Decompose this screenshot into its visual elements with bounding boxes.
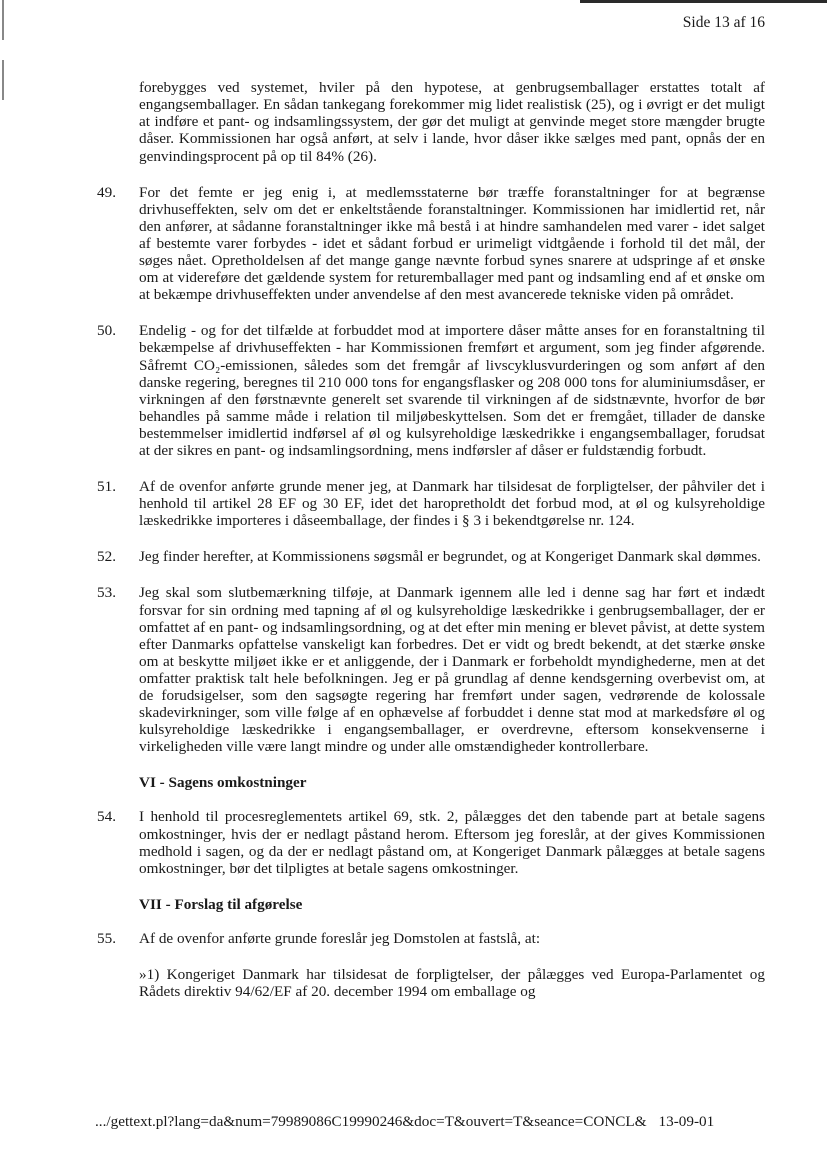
paragraph-text: Jeg finder herefter, at Kommissionens søgsmål er begrundet, og at Kongeriget Danmark skal dømmes. — [139, 548, 761, 566]
scan-margin-mark — [2, 60, 4, 100]
paragraph-text: For det femte er jeg enig i, at medlemsstaterne bør træffe foranstaltninger for at begrænse drivhuseffekten, selv om det er enkeltstående foranstaltninger. Kommissionen har imidlertid ret, når den anfører, at sådanne foranstaltninger ikke må bestå i at hindre samhandelen med varer - idet salget af bestemte varer forbydes - idet et sådant forbud er urimeligt vidtgående i forhold til det mål, der søges nået. Opretholdelsen af det mange gange nævnte forbud synes snarere at udspringe af et ønske om at videreføre det gældende system for returemballager med pant og indsamling end af et ønske om at bekæmpe drivhuseffekten under anvendelse af den mest avancerede tekniske viden på området. — [139, 183, 765, 304]
paragraph-number: 49. — [97, 183, 116, 201]
scan-margin-mark — [2, 0, 4, 40]
paragraph-54 — [97, 808, 765, 876]
paragraph-49 — [97, 184, 765, 304]
paragraph-text: Endelig - og for det tilfælde at forbuddet mod at importere dåser måtte anses for en foranstaltning til bekæmpelse af drivhuseffekten - har Kommissionen fremført et argument, som jeg finder afgørende. Såfremt CO₂-emissionen, således som det fremgår af livscyklusvurderingen og som anført af den danske regering, beregnes til 210 000 tons for engangsflasker og 208 000 tons for aluminiumsdåser, er virkningen af den førstnævnte generelt set svarende til virkningen af de sidstnævnte, hvorfor de bør behandles på samme måde i relation til miljøbeskyttelsen. Som det er fremgået, tillader de danske bestemmelser imidlertid indførsel af øl og kulsyreholdige læskedrikke i engangsemballager, forudsat at der sikres en pant- og indsamlingsordning, mens indførsler af dåser er fuldstændig forbudt. — [139, 322, 765, 459]
page-number: Side 13 af 16 — [682, 14, 765, 31]
section-heading: VI - Sagens omkostninger — [139, 774, 307, 792]
paragraph-number: 50. — [97, 322, 116, 340]
paragraph-number: 53. — [97, 584, 116, 602]
quoted-proposal: »1) Kongeriget Danmark har tilsidesat de forpligtelser, der pålægges ved Europa-Parlamentet og Rådets direktiv 94/62/EF af 20. december 1994 om emballage og — [139, 966, 765, 1001]
paragraph-number: 51. — [97, 478, 116, 496]
paragraph-50 — [97, 322, 765, 459]
paragraph-53 — [97, 584, 765, 755]
paragraph-number: 55. — [97, 929, 116, 947]
paragraph-text: Jeg skal som slutbemærkning tilføje, at Danmark igennem alle led i denne sag har ført et indædt forsvar for sin ordning med tapning af øl og kulsyreholdige læskedrikke i genbrugsemballager, der er omfattet af en pant- og indsamlingsordning, og at det efter min mening er blevet påvist, at dette system efter Danmarks opfattelse vanskeligt kan forbedres. Det er vidt og bredt bekendt, at det stærke ønske om at beskytte miljøet ikke er et anliggende, der i Danmark er forbeholdt myndighederne, men at det omfatter praktisk talt hele befolkningen. Jeg er på grundlag af denne kendsgerning overbevist om, at de forudsigelser, som den sagsøgte regering har fremført under sagen, vedrørende de kolossale skadevirkninger, som ville følge af en ophævelse af forbuddet i denne stat mod at markedsføre øl og kulsyreholdige læskedrikke i engangsemballager, er overdrevne, eftersom konsekvenserne i virkeligheden ville være langt mindre og under alle omstændigheder kontrollerbare. — [139, 584, 765, 756]
paragraph-text: Af de ovenfor anførte grunde mener jeg, at Danmark har tilsidesat de forpligtelser, der påhviler det i henhold til artikel 28 EF og 30 EF, idet det haropretholdt det forbud mod, at øl og kulsyreholdige læskedrikke importeres i dåseemballage, der findes i § 3 i bekendtgørelse nr. 124. — [139, 478, 765, 530]
scan-top-border — [580, 0, 827, 3]
footer-url: .../gettext.pl?lang=da&num=79989086C19990246&doc=T&ouvert=T&seance=CONCL& — [95, 1113, 647, 1130]
paragraph-51 — [97, 478, 765, 529]
paragraph-number: 54. — [97, 808, 116, 826]
document-body — [97, 64, 765, 1019]
page-footer — [95, 1113, 714, 1131]
paragraph-55 — [97, 930, 765, 947]
paragraph-52 — [97, 548, 765, 565]
footer-date: 13-09-01 — [658, 1113, 715, 1130]
section-heading: VII - Forslag til afgørelse — [139, 895, 303, 913]
paragraph-number: 52. — [97, 548, 116, 566]
paragraph-text: I henhold til procesreglementets artikel 69, stk. 2, pålægges det den tabende part at betale sagens omkostninger, hvis der er nedlagt påstand herom. Eftersom jeg foreslår, at der gives Kommissionen medhold i sagen, og da der er nedlagt påstand om, at Kongeriget Danmark pålægges at betale sagens omkostninger, bør det tilpligtes at betale sagens omkostninger. — [139, 808, 765, 877]
paragraph-text: Af de ovenfor anførte grunde foreslår jeg Domstolen at fastslå, at: — [139, 929, 541, 947]
continued-paragraph: forebygges ved systemet, hviler på den hypotese, at genbrugsemballager erstattes totalt af engangsemballager. En sådan tankegang forekommer mig lidet realistisk (25), og i øvrigt er det muligt at indføre et pant- og indsamlingssystem, der gør det muligt at genvinde meget store mængder brugte dåser. Kommissionen har også anført, at selv i lande, hvor dåser ikke sælges med pant, opnås der en genvindingsprocent på op til 84% (26). — [139, 79, 765, 165]
